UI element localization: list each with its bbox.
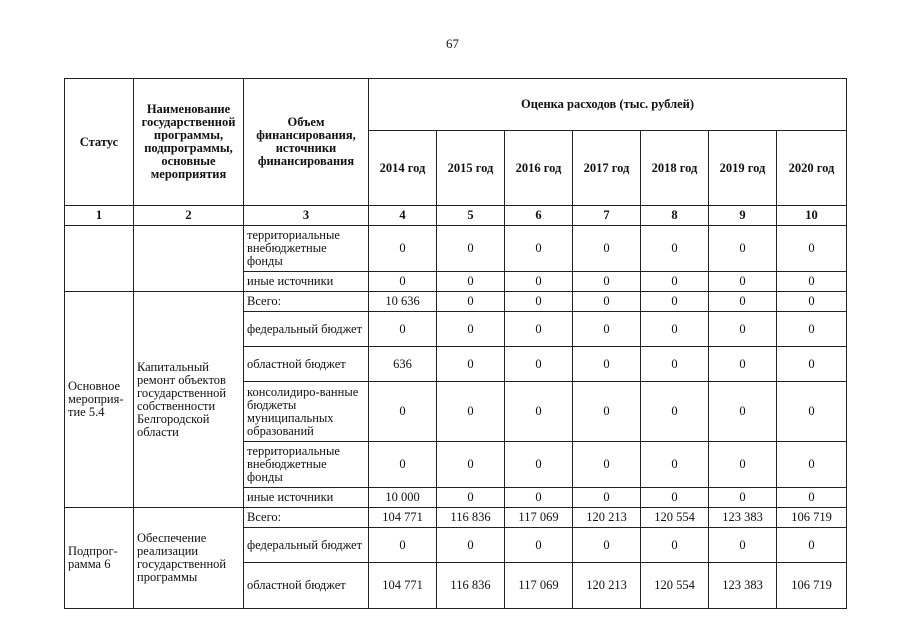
header-year: 2016 год <box>505 131 573 206</box>
column-number: 3 <box>244 206 369 226</box>
value-cell: 0 <box>437 292 505 312</box>
value-cell: 0 <box>505 382 573 442</box>
header-year: 2014 год <box>369 131 437 206</box>
header-year: 2020 год <box>777 131 847 206</box>
value-cell: 0 <box>505 272 573 292</box>
funding-source-cell: иные источники <box>244 488 369 508</box>
value-cell: 10 636 <box>369 292 437 312</box>
column-number: 5 <box>437 206 505 226</box>
value-cell: 0 <box>709 272 777 292</box>
value-cell: 0 <box>709 312 777 347</box>
value-cell: 106 719 <box>777 563 847 609</box>
column-number: 6 <box>505 206 573 226</box>
table-row <box>65 508 847 528</box>
header-year: 2018 год <box>641 131 709 206</box>
value-cell: 0 <box>437 488 505 508</box>
value-cell: 0 <box>573 272 641 292</box>
value-cell: 0 <box>437 272 505 292</box>
value-cell: 0 <box>369 272 437 292</box>
value-cell: 0 <box>369 442 437 488</box>
value-cell: 636 <box>369 347 437 382</box>
value-cell: 0 <box>709 488 777 508</box>
value-cell: 0 <box>369 382 437 442</box>
value-cell: 0 <box>573 528 641 563</box>
value-cell: 0 <box>369 312 437 347</box>
value-cell: 0 <box>709 226 777 272</box>
value-cell: 0 <box>777 528 847 563</box>
funding-source-cell: областной бюджет <box>244 563 369 609</box>
program-name-cell: Капитальный ремонт объектов государственной собственности Белгородской области <box>134 292 244 508</box>
header-name: Наименование государственной программы, подпрограммы, основные мероприятия <box>134 79 244 206</box>
column-numbers-row <box>65 206 847 226</box>
status-cell <box>65 226 134 292</box>
value-cell: 0 <box>437 226 505 272</box>
value-cell: 0 <box>709 442 777 488</box>
header-year: 2019 год <box>709 131 777 206</box>
value-cell: 0 <box>573 226 641 272</box>
value-cell: 0 <box>777 442 847 488</box>
value-cell: 0 <box>505 442 573 488</box>
table-row <box>65 226 847 272</box>
funding-source-cell: федеральный бюджет <box>244 312 369 347</box>
funding-source-cell: территориальные внебюджетные фонды <box>244 442 369 488</box>
funding-source-cell: Всего: <box>244 292 369 312</box>
value-cell: 0 <box>777 292 847 312</box>
value-cell: 0 <box>505 528 573 563</box>
funding-source-cell: областной бюджет <box>244 347 369 382</box>
value-cell: 0 <box>573 292 641 312</box>
funding-source-cell: федеральный бюджет <box>244 528 369 563</box>
value-cell: 0 <box>641 292 709 312</box>
value-cell: 0 <box>641 272 709 292</box>
value-cell: 0 <box>777 382 847 442</box>
value-cell: 106 719 <box>777 508 847 528</box>
status-cell: Подпрог-рамма 6 <box>65 508 134 609</box>
value-cell: 0 <box>437 347 505 382</box>
value-cell: 0 <box>369 226 437 272</box>
value-cell: 116 836 <box>437 563 505 609</box>
funding-source-cell: иные источники <box>244 272 369 292</box>
value-cell: 0 <box>641 312 709 347</box>
column-number: 9 <box>709 206 777 226</box>
value-cell: 0 <box>573 442 641 488</box>
funding-source-cell: консолидиро-ванные бюджеты муниципальных образований <box>244 382 369 442</box>
value-cell: 120 213 <box>573 508 641 528</box>
value-cell: 10 000 <box>369 488 437 508</box>
value-cell: 0 <box>641 442 709 488</box>
header-status: Статус <box>65 79 134 206</box>
value-cell: 0 <box>777 347 847 382</box>
value-cell: 0 <box>777 488 847 508</box>
header-estimate: Оценка расходов (тыс. рублей) <box>369 79 847 131</box>
financing-table <box>64 78 847 609</box>
value-cell: 0 <box>777 312 847 347</box>
value-cell: 0 <box>709 528 777 563</box>
value-cell: 0 <box>505 292 573 312</box>
value-cell: 117 069 <box>505 508 573 528</box>
value-cell: 0 <box>573 382 641 442</box>
column-number: 2 <box>134 206 244 226</box>
value-cell: 123 383 <box>709 508 777 528</box>
value-cell: 0 <box>641 528 709 563</box>
table-body <box>65 226 847 609</box>
funding-source-cell: территориальные внебюджетные фонды <box>244 226 369 272</box>
column-number: 1 <box>65 206 134 226</box>
column-number: 7 <box>573 206 641 226</box>
program-name-cell <box>134 226 244 292</box>
value-cell: 0 <box>369 528 437 563</box>
value-cell: 0 <box>437 382 505 442</box>
column-number: 4 <box>369 206 437 226</box>
value-cell: 0 <box>505 226 573 272</box>
value-cell: 0 <box>437 312 505 347</box>
header-year: 2015 год <box>437 131 505 206</box>
value-cell: 0 <box>573 488 641 508</box>
funding-source-cell: Всего: <box>244 508 369 528</box>
value-cell: 120 554 <box>641 563 709 609</box>
program-name-cell: Обеспечение реализации государственной программы <box>134 508 244 609</box>
value-cell: 120 213 <box>573 563 641 609</box>
value-cell: 0 <box>437 442 505 488</box>
value-cell: 0 <box>777 226 847 272</box>
value-cell: 0 <box>709 382 777 442</box>
value-cell: 123 383 <box>709 563 777 609</box>
value-cell: 0 <box>709 292 777 312</box>
value-cell: 117 069 <box>505 563 573 609</box>
value-cell: 0 <box>641 347 709 382</box>
status-cell: Основное мероприя-тие 5.4 <box>65 292 134 508</box>
value-cell: 0 <box>573 312 641 347</box>
value-cell: 0 <box>641 382 709 442</box>
table-row <box>65 292 847 312</box>
value-cell: 0 <box>777 272 847 292</box>
column-number: 10 <box>777 206 847 226</box>
value-cell: 0 <box>709 347 777 382</box>
value-cell: 0 <box>505 312 573 347</box>
value-cell: 0 <box>641 226 709 272</box>
value-cell: 0 <box>437 528 505 563</box>
column-number: 8 <box>641 206 709 226</box>
value-cell: 104 771 <box>369 563 437 609</box>
value-cell: 116 836 <box>437 508 505 528</box>
value-cell: 104 771 <box>369 508 437 528</box>
header-year: 2017 год <box>573 131 641 206</box>
value-cell: 120 554 <box>641 508 709 528</box>
value-cell: 0 <box>641 488 709 508</box>
value-cell: 0 <box>505 488 573 508</box>
page-number: 67 <box>446 36 459 51</box>
value-cell: 0 <box>505 347 573 382</box>
value-cell: 0 <box>573 347 641 382</box>
header-volume: Объем финансирования, источники финансирования <box>244 79 369 206</box>
